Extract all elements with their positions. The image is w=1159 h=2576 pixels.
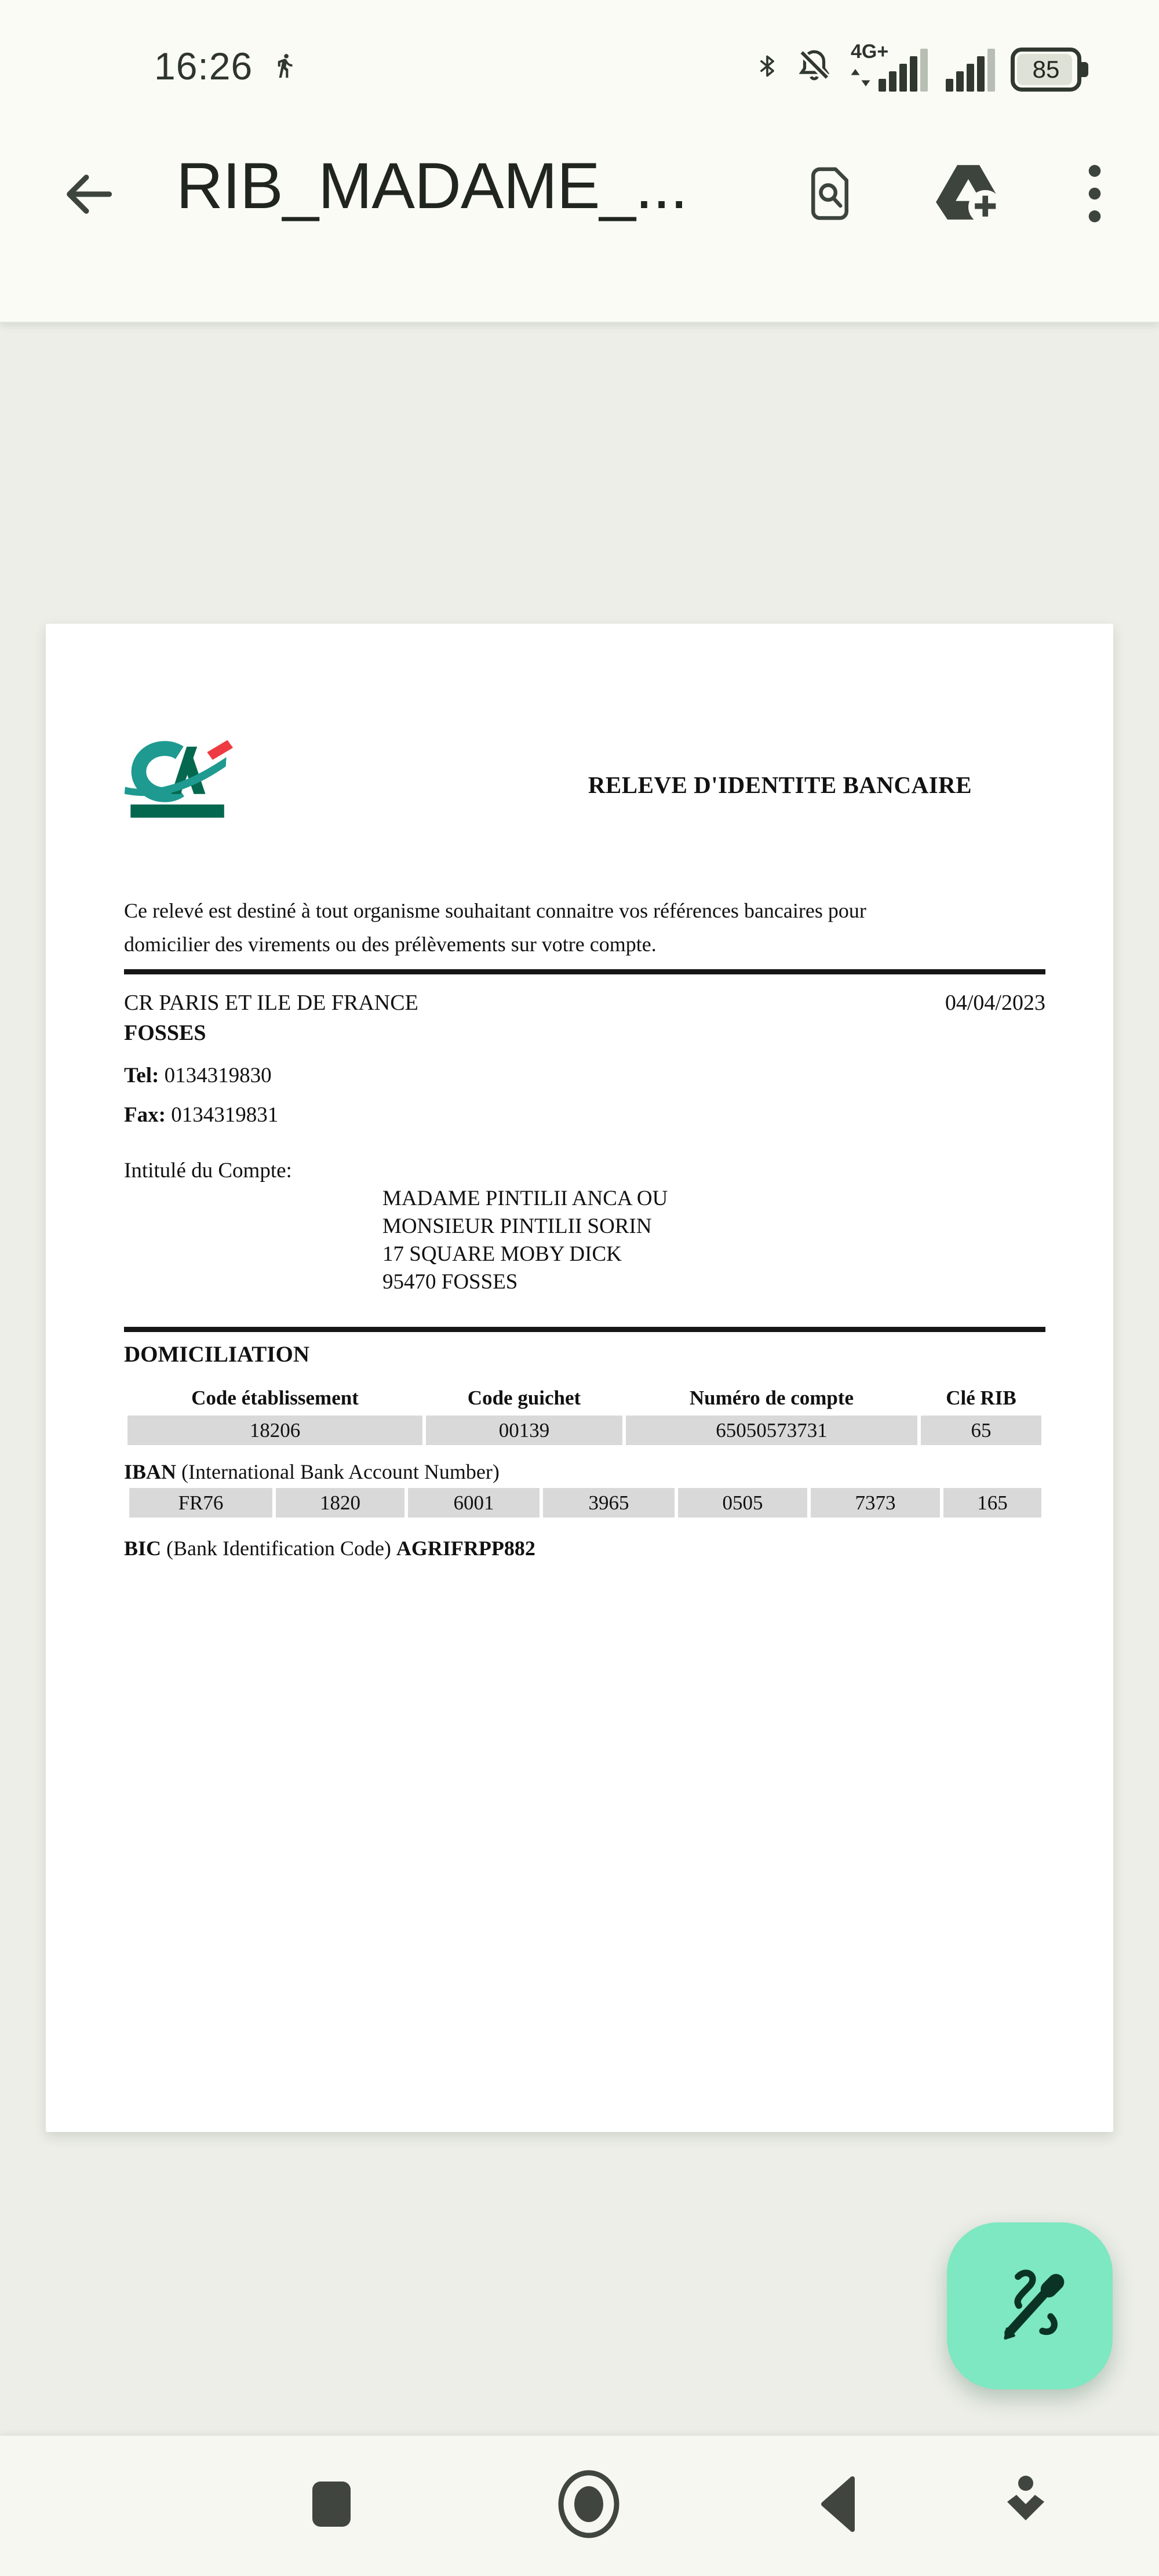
data-transfer-arrows-icon bbox=[848, 67, 873, 91]
rib-intro bbox=[124, 894, 1063, 961]
divider-line bbox=[124, 1327, 1045, 1332]
branch-city: FOSSES bbox=[124, 1021, 206, 1045]
iban-segment: 165 bbox=[943, 1488, 1041, 1518]
document-title: RIB_MADAME_... bbox=[176, 150, 688, 222]
statement-date: 04/04/2023 bbox=[945, 991, 1045, 1015]
iban-segment: 7373 bbox=[811, 1488, 940, 1518]
rib-title: RELEVE D'IDENTITE BANCAIRE bbox=[588, 772, 972, 798]
divider-line bbox=[124, 969, 1045, 974]
document-scroll-area[interactable] bbox=[0, 324, 1159, 2436]
header-numero-de-compte: Numéro de compte bbox=[689, 1387, 854, 1409]
value-cle-rib: 65 bbox=[921, 1416, 1041, 1445]
signal-bars-sim1-icon bbox=[879, 49, 930, 92]
navigation-bar bbox=[0, 2436, 1159, 2576]
iban-segment: FR76 bbox=[129, 1488, 272, 1518]
bic-label: BIC bbox=[124, 1537, 162, 1560]
tel-label: Tel: bbox=[124, 1064, 159, 1087]
iban-segment: 1820 bbox=[276, 1488, 404, 1518]
iban-heading bbox=[124, 1460, 500, 1484]
account-holder-address bbox=[382, 1185, 668, 1296]
value-numero-de-compte: 65050573731 bbox=[626, 1416, 917, 1445]
holder-line-1: MADAME PINTILII ANCA OU bbox=[382, 1187, 668, 1210]
bic-value: AGRIFRPP882 bbox=[396, 1537, 535, 1560]
back-triangle-icon bbox=[811, 2469, 863, 2542]
domiciliation-heading: DOMICILIATION bbox=[124, 1342, 309, 1367]
home-circle-icon bbox=[554, 2468, 624, 2543]
add-to-drive-button[interactable] bbox=[932, 158, 1005, 231]
holder-line-4: 95470 FOSSES bbox=[382, 1270, 518, 1294]
walking-person-icon bbox=[271, 46, 298, 88]
rib-table-values bbox=[127, 1416, 1041, 1445]
status-time: 16:26 bbox=[154, 45, 253, 88]
bic-heading bbox=[124, 1536, 535, 1560]
header-code-guichet: Code guichet bbox=[467, 1387, 581, 1409]
intro-line-1: Ce relevé est destiné à tout organisme souhaitant connaitre vos références bancaires pour bbox=[124, 899, 866, 922]
holder-line-3: 17 SQUARE MOBY DICK bbox=[382, 1242, 622, 1266]
intro-line-2: domicilier des virements ou des prélèvements sur votre compte. bbox=[124, 933, 657, 956]
tel-value: 0134319830 bbox=[164, 1064, 272, 1087]
search-in-document-icon bbox=[803, 158, 857, 232]
bluetooth-icon bbox=[755, 46, 780, 89]
value-code-guichet: 00139 bbox=[426, 1416, 622, 1445]
bic-description: (Bank Identification Code) bbox=[166, 1537, 391, 1560]
fax-line bbox=[124, 1103, 278, 1127]
nav-menu-button[interactable] bbox=[291, 2459, 372, 2552]
iban-segment: 3965 bbox=[543, 1488, 675, 1518]
nav-home-button[interactable] bbox=[548, 2459, 629, 2552]
find-in-document-button[interactable] bbox=[801, 158, 859, 232]
battery-percent: 85 bbox=[1032, 56, 1060, 83]
credit-agricole-logo bbox=[123, 737, 233, 824]
overflow-menu-button[interactable] bbox=[1079, 161, 1110, 228]
battery-indicator bbox=[1011, 48, 1081, 92]
signature-fab-button[interactable] bbox=[947, 2222, 1113, 2389]
value-code-etablissement: 18206 bbox=[127, 1416, 422, 1445]
fax-value: 0134319831 bbox=[171, 1103, 279, 1127]
tel-line bbox=[124, 1063, 272, 1088]
back-arrow-icon bbox=[59, 165, 116, 226]
signature-pen-icon bbox=[986, 2261, 1073, 2351]
nav-back-button[interactable] bbox=[796, 2459, 877, 2552]
battery-icon bbox=[1011, 48, 1081, 92]
notifications-off-icon bbox=[795, 45, 833, 90]
iban-segment: 6001 bbox=[408, 1488, 540, 1518]
header-cle-rib: Clé RIB bbox=[946, 1387, 1016, 1409]
branch-name: CR PARIS ET ILE DE FRANCE bbox=[124, 991, 418, 1015]
rib-table-header bbox=[127, 1387, 1041, 1410]
pdf-page bbox=[46, 624, 1113, 2132]
account-title-label: Intitulé du Compte: bbox=[124, 1159, 292, 1183]
nav-hide-button[interactable] bbox=[985, 2459, 1066, 2552]
signal-bars-sim2-icon bbox=[946, 49, 997, 92]
drive-add-icon bbox=[933, 158, 1004, 231]
fax-label: Fax: bbox=[124, 1103, 166, 1127]
network-type-label: 4G+ bbox=[851, 41, 889, 63]
holder-line-2: MONSIEUR PINTILII SORIN bbox=[382, 1214, 652, 1238]
menu-square-icon bbox=[312, 2481, 351, 2530]
iban-label: IBAN bbox=[124, 1460, 177, 1483]
iban-description: (International Bank Account Number) bbox=[181, 1460, 500, 1483]
dot-chevron-down-icon bbox=[991, 2469, 1060, 2542]
iban-segment: 0505 bbox=[678, 1488, 807, 1518]
branch-row bbox=[124, 990, 1045, 1016]
iban-segments-row bbox=[129, 1488, 1045, 1518]
app-header bbox=[0, 0, 1159, 323]
header-code-etablissement: Code établissement bbox=[191, 1387, 359, 1409]
back-button[interactable] bbox=[56, 163, 119, 227]
more-vert-icon bbox=[1081, 161, 1108, 229]
